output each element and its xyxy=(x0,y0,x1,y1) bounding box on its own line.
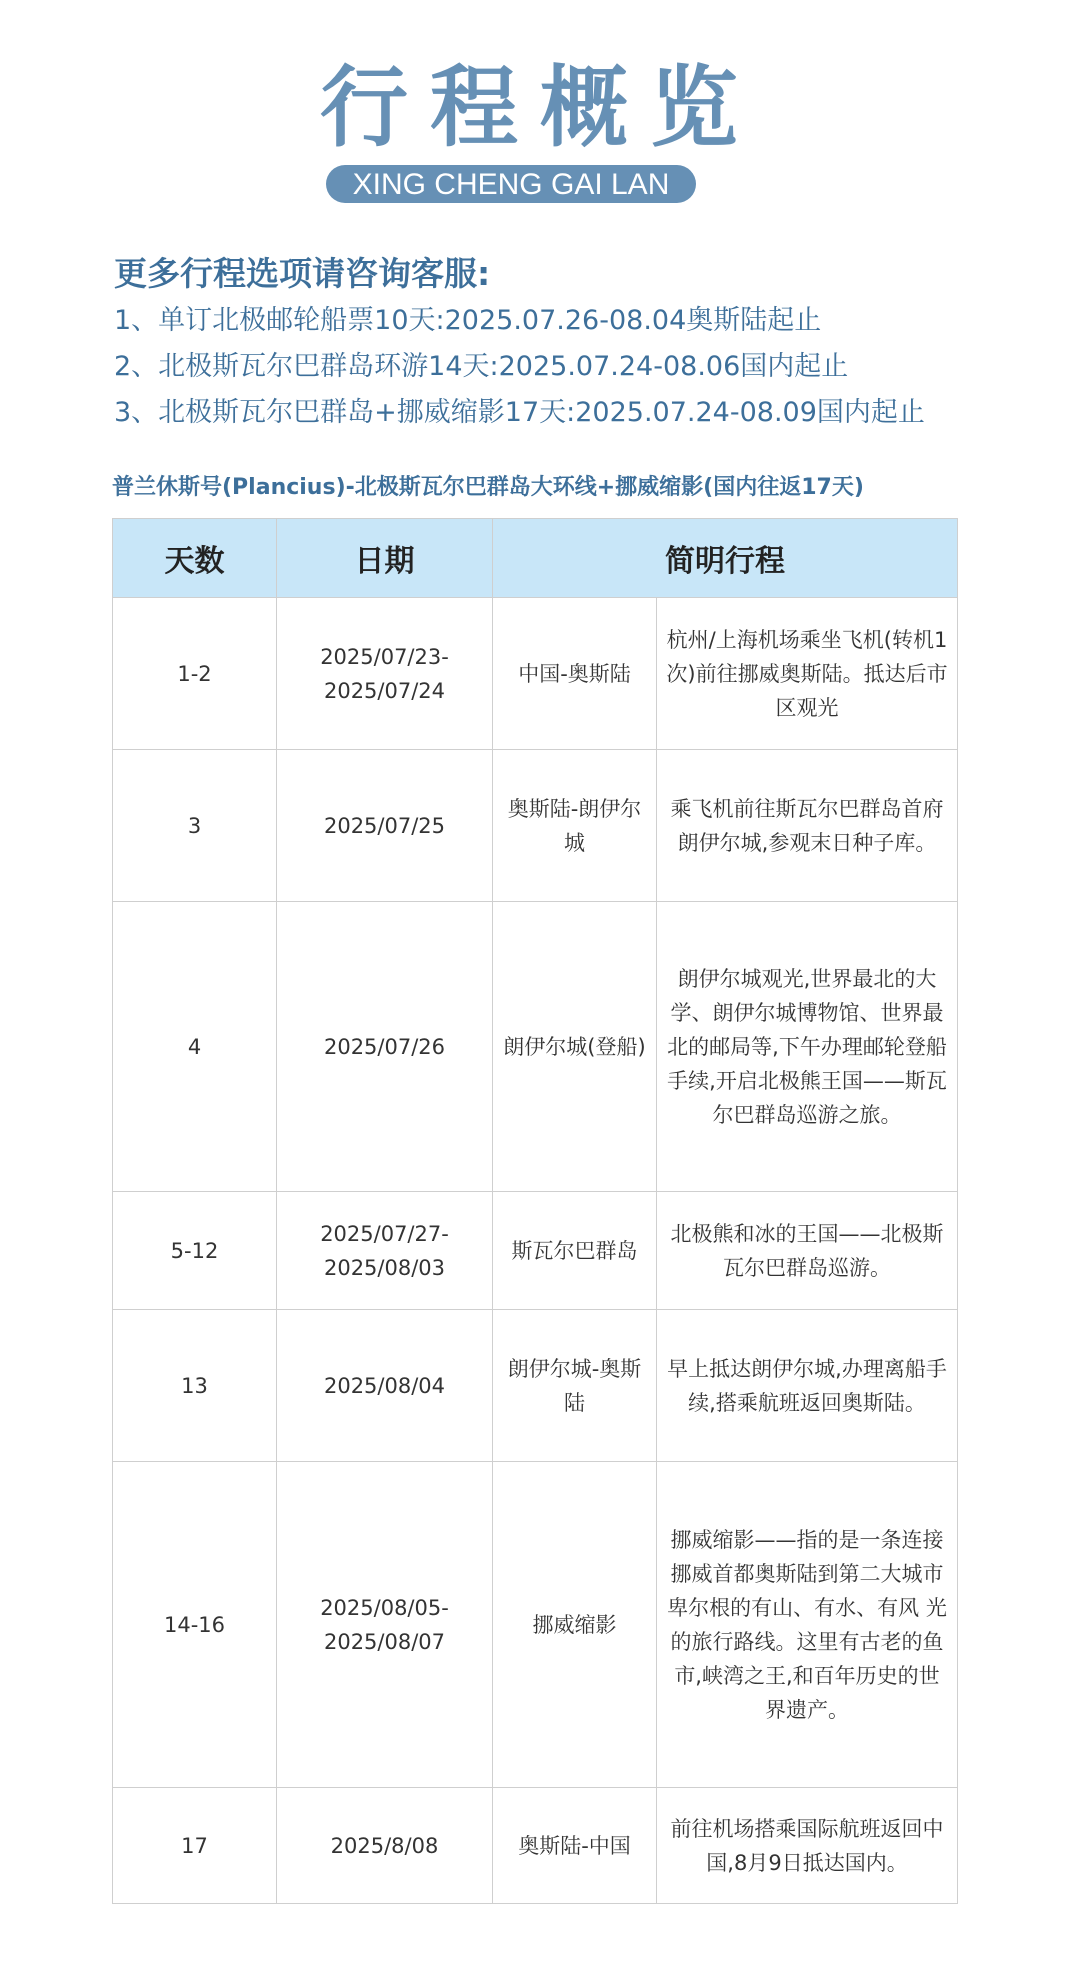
more-option-item: 3、北极斯瓦尔巴群岛+挪威缩影17天:2025.07.24-08.09国内起止 xyxy=(114,397,925,428)
header-itinerary: 简明行程 xyxy=(493,519,958,598)
cell-day: 17 xyxy=(113,1788,277,1904)
table-row xyxy=(113,598,958,750)
cell-place: 奥斯陆-中国 xyxy=(493,1788,657,1904)
cell-date: 2025/8/08 xyxy=(277,1788,493,1904)
cell-date: 2025/07/27-2025/08/03 xyxy=(277,1192,493,1310)
cell-place: 朗伊尔城-奥斯陆 xyxy=(493,1310,657,1462)
route-title: 普兰休斯号(Plancius)-北极斯瓦尔巴群岛大环线+挪威缩影(国内往返17天) xyxy=(112,475,864,500)
cell-day: 13 xyxy=(113,1310,277,1462)
table-row xyxy=(113,1192,958,1310)
cell-place: 奥斯陆-朗伊尔城 xyxy=(493,750,657,902)
table-row xyxy=(113,902,958,1192)
page-title: 行程概览 xyxy=(319,56,760,159)
cell-date: 2025/07/23-2025/07/24 xyxy=(277,598,493,750)
cell-date: 2025/07/26 xyxy=(277,902,493,1192)
cell-date: 2025/07/25 xyxy=(277,750,493,902)
cell-day: 14-16 xyxy=(113,1462,277,1788)
cell-place: 朗伊尔城(登船) xyxy=(493,902,657,1192)
itinerary-table xyxy=(112,518,958,1904)
cell-place: 挪威缩影 xyxy=(493,1462,657,1788)
table-row xyxy=(113,750,958,902)
cell-desc: 前往机场搭乘国际航班返回中国,8月9日抵达国内。 xyxy=(657,1788,958,1904)
page-subtitle-pinyin: XING CHENG GAI LAN xyxy=(326,165,696,203)
cell-day: 1-2 xyxy=(113,598,277,750)
cell-desc: 北极熊和冰的王国——北极斯瓦尔巴群岛巡游。 xyxy=(657,1192,958,1310)
cell-desc: 杭州/上海机场乘坐飞机(转机1次)前往挪威奥斯陆。抵达后市区观光 xyxy=(657,598,958,750)
table-header-row xyxy=(113,519,958,598)
cell-day: 3 xyxy=(113,750,277,902)
cell-desc: 乘飞机前往斯瓦尔巴群岛首府朗伊尔城,参观末日种子库。 xyxy=(657,750,958,902)
header-day: 天数 xyxy=(113,519,277,598)
cell-desc: 朗伊尔城观光,世界最北的大学、朗伊尔城博物馆、世界最北的邮局等,下午办理邮轮登船手续,开启北极熊王国——斯瓦尔巴群岛巡游之旅。 xyxy=(657,902,958,1192)
table-row xyxy=(113,1462,958,1788)
cell-desc: 挪威缩影——指的是一条连接挪威首都奥斯陆到第二大城市卑尔根的有山、有水、有风 光的旅行路线。这里有古老的鱼市,峡湾之王,和百年历史的世界遗产。 xyxy=(657,1462,958,1788)
cell-desc: 早上抵达朗伊尔城,办理离船手续,搭乘航班返回奥斯陆。 xyxy=(657,1310,958,1462)
table-row xyxy=(113,1788,958,1904)
cell-day: 4 xyxy=(113,902,277,1192)
more-options-heading: 更多行程选项请咨询客服: xyxy=(114,254,491,293)
cell-day: 5-12 xyxy=(113,1192,277,1310)
more-option-item: 2、北极斯瓦尔巴群岛环游14天:2025.07.24-08.06国内起止 xyxy=(114,351,849,382)
header-date: 日期 xyxy=(277,519,493,598)
more-option-item: 1、单订北极邮轮船票10天:2025.07.26-08.04奥斯陆起止 xyxy=(114,305,822,336)
table-row xyxy=(113,1310,958,1462)
more-options-section xyxy=(114,252,974,436)
cell-date: 2025/08/05-2025/08/07 xyxy=(277,1462,493,1788)
cell-place: 中国-奥斯陆 xyxy=(493,598,657,750)
cell-date: 2025/08/04 xyxy=(277,1310,493,1462)
cell-place: 斯瓦尔巴群岛 xyxy=(493,1192,657,1310)
